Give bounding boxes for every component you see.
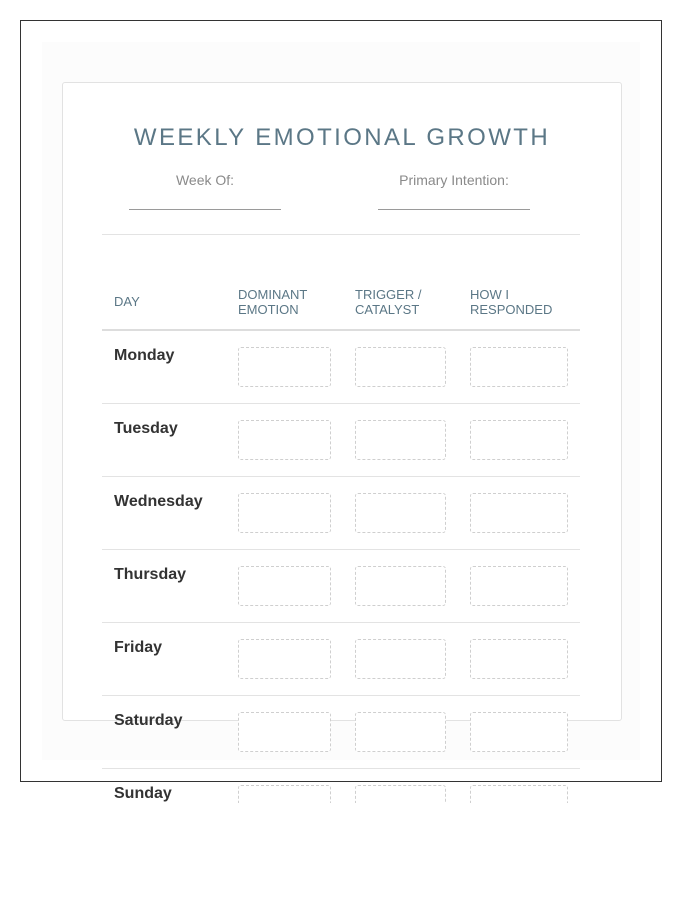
table-row — [102, 696, 580, 769]
column-header-dominant-emotion: DOMINANT EMOTION — [238, 287, 308, 317]
response-field[interactable] — [470, 785, 568, 803]
table-row — [102, 550, 580, 623]
table-row — [102, 477, 580, 550]
day-label: Thursday — [114, 566, 187, 583]
day-label: Tuesday — [114, 420, 178, 437]
emotion-table — [102, 280, 580, 803]
trigger-field[interactable] — [355, 493, 446, 533]
dominant-emotion-field[interactable] — [238, 420, 331, 460]
table-header — [102, 280, 580, 331]
dominant-emotion-field[interactable] — [238, 639, 331, 679]
page-title: WEEKLY EMOTIONAL GROWTH — [133, 124, 551, 151]
table-row — [102, 623, 580, 696]
day-label: Sunday — [114, 785, 172, 802]
trigger-field[interactable] — [355, 785, 446, 803]
dominant-emotion-field[interactable] — [238, 493, 331, 533]
response-field[interactable] — [470, 639, 568, 679]
table-row — [102, 769, 580, 803]
dominant-emotion-field[interactable] — [238, 566, 331, 606]
column-header-day: DAY — [114, 294, 140, 309]
table-row — [102, 404, 580, 477]
primary-intention-label: Primary Intention: — [399, 172, 509, 188]
response-field[interactable] — [470, 493, 568, 533]
header-divider — [102, 234, 580, 235]
response-field[interactable] — [470, 420, 568, 460]
day-label: Friday — [114, 639, 163, 656]
dominant-emotion-field[interactable] — [238, 712, 331, 752]
trigger-field[interactable] — [355, 566, 446, 606]
column-header-trigger: TRIGGER / CATALYST — [355, 287, 422, 317]
trigger-field[interactable] — [355, 347, 446, 387]
response-field[interactable] — [470, 712, 568, 752]
table-row — [102, 331, 580, 404]
primary-intention-field[interactable] — [378, 209, 530, 210]
response-field[interactable] — [470, 566, 568, 606]
dominant-emotion-field[interactable] — [238, 785, 331, 803]
response-field[interactable] — [470, 347, 568, 387]
day-label: Monday — [114, 347, 175, 364]
week-of-label: Week Of: — [175, 172, 235, 188]
trigger-field[interactable] — [355, 420, 446, 460]
trigger-field[interactable] — [355, 712, 446, 752]
column-header-response: HOW I RESPONDED — [470, 287, 553, 317]
day-label: Saturday — [114, 712, 183, 729]
day-label: Wednesday — [114, 493, 203, 510]
week-of-field[interactable] — [129, 209, 281, 210]
dominant-emotion-field[interactable] — [238, 347, 331, 387]
trigger-field[interactable] — [355, 639, 446, 679]
